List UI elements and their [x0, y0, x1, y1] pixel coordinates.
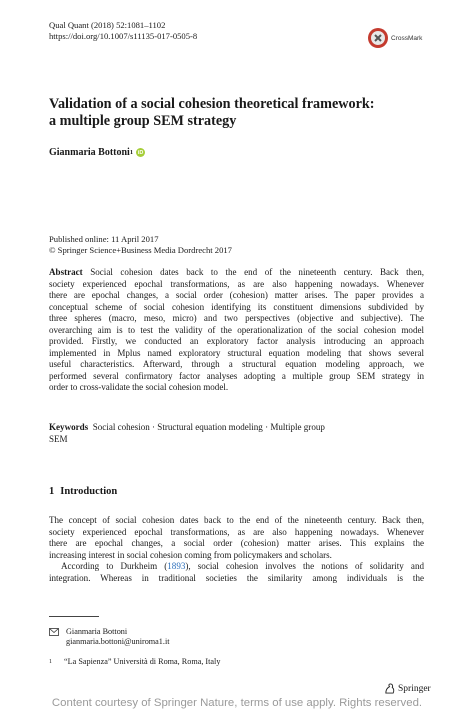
title-line-2: a multiple group SEM strategy	[49, 113, 237, 129]
affiliation-footnote	[49, 657, 220, 667]
correspondence	[49, 627, 170, 647]
section-heading	[49, 486, 117, 497]
abstract-line: implemented in Mplus named exploratory structural equation modeling that shows several	[49, 347, 424, 358]
envelope-icon	[49, 628, 59, 636]
section-number: 1	[49, 486, 55, 497]
abstract-line: performed several confirmatory factor analyses adopting a multiple group SEM strategy in	[49, 370, 424, 381]
intro-paragraph-1	[49, 515, 424, 584]
section-title: Introduction	[60, 486, 118, 497]
abstract-line: provided. Firstly, we conducted an exploratory factor analysis introducing an approach	[49, 336, 424, 347]
footnote-divider	[49, 616, 99, 617]
crossmark-badge[interactable]	[367, 27, 422, 49]
abstract-line: overarching aim is to test the validity of the operationalization of the social cohesion model	[49, 324, 424, 335]
title-line-1: Validation of a social cohesion theoretical framework:	[49, 96, 375, 112]
orcid-icon[interactable]: iD	[137, 149, 144, 156]
abstract-line: conceptual scheme of social cohesion identifying its constituent dimensions subdivided by	[49, 301, 424, 312]
keywords-list: Social cohesion · Structural equation modeling · Multiple group	[92, 422, 325, 432]
copyright-watermark: Content courtesy of Springer Nature, terms of use apply. Rights reserved.	[51, 697, 423, 709]
abstract-label: Abstract	[49, 267, 83, 277]
published-date: Published online: 11 April 2017	[49, 234, 159, 244]
abstract-line: order to cross-validate the social cohesion model.	[49, 382, 229, 393]
intro-line: there are epochal changes, a social order (cohesion) matter arises. This explains the	[49, 538, 424, 549]
springer-horse-icon	[384, 683, 395, 694]
intro-line: society experienced epochal transformations, as are also happening nowadays. Whenever	[49, 526, 424, 537]
crossmark-label: CrossMark	[391, 34, 423, 42]
publisher-logo	[384, 683, 431, 694]
intro-line: increasing interest in social cohesion coming from policymakers and scholars.	[49, 549, 332, 560]
publisher-name: Springer	[398, 683, 431, 694]
abstract-line: society experienced epochal transformations, as are also happening nowadays. Whenever	[49, 278, 424, 289]
affiliation-text: “La Sapienza” Università di Roma, Roma, Italy	[64, 657, 221, 666]
author-name: Gianmaria Bottoni	[49, 147, 130, 158]
abstract-line: three spheres (macro, meso, micro) and two perspectives (objective and subjective). The	[49, 313, 424, 324]
copyright-notice: © Springer Science+Business Media Dordrecht 2017	[49, 245, 232, 255]
abstract-line: useful characteristics. Afterward, through a structural equation modeling approach, we	[49, 359, 424, 370]
keywords-label: Keywords	[49, 422, 89, 432]
abstract	[49, 267, 424, 394]
abstract-line: Abstract Social cohesion dates back to the end of the nineteenth century. Back then,	[49, 267, 424, 277]
affiliation-mark: 1	[49, 659, 52, 665]
contact-email[interactable]: gianmaria.bottoni@uniroma1.it	[66, 637, 170, 646]
citation-link[interactable]: 1893	[167, 561, 186, 572]
intro-line: According to Durkheim (1893), social cohesion involves the notions of solidarity and	[61, 561, 424, 572]
crossmark-icon	[367, 27, 389, 49]
journal-citation: Qual Quant (2018) 52:1081–1102	[49, 20, 166, 30]
intro-line: integration. Whereas in traditional societies the similarity among individuals is the	[49, 572, 424, 583]
abstract-line: there are epochal changes, a social order (cohesion) matter arises. The paper provides a	[49, 290, 424, 301]
author-affiliation-mark: 1	[129, 149, 134, 156]
author-line	[49, 147, 145, 158]
keywords	[49, 422, 424, 445]
paper-title	[49, 96, 389, 130]
contact-name: Gianmaria Bottoni	[66, 627, 128, 636]
intro-line: The concept of social cohesion dates back to the end of the nineteenth century. Back then,	[49, 515, 424, 525]
keywords-list-continued: SEM	[49, 433, 68, 444]
doi-link[interactable]: https://doi.org/10.1007/s11135-017-0505-8	[49, 31, 198, 41]
